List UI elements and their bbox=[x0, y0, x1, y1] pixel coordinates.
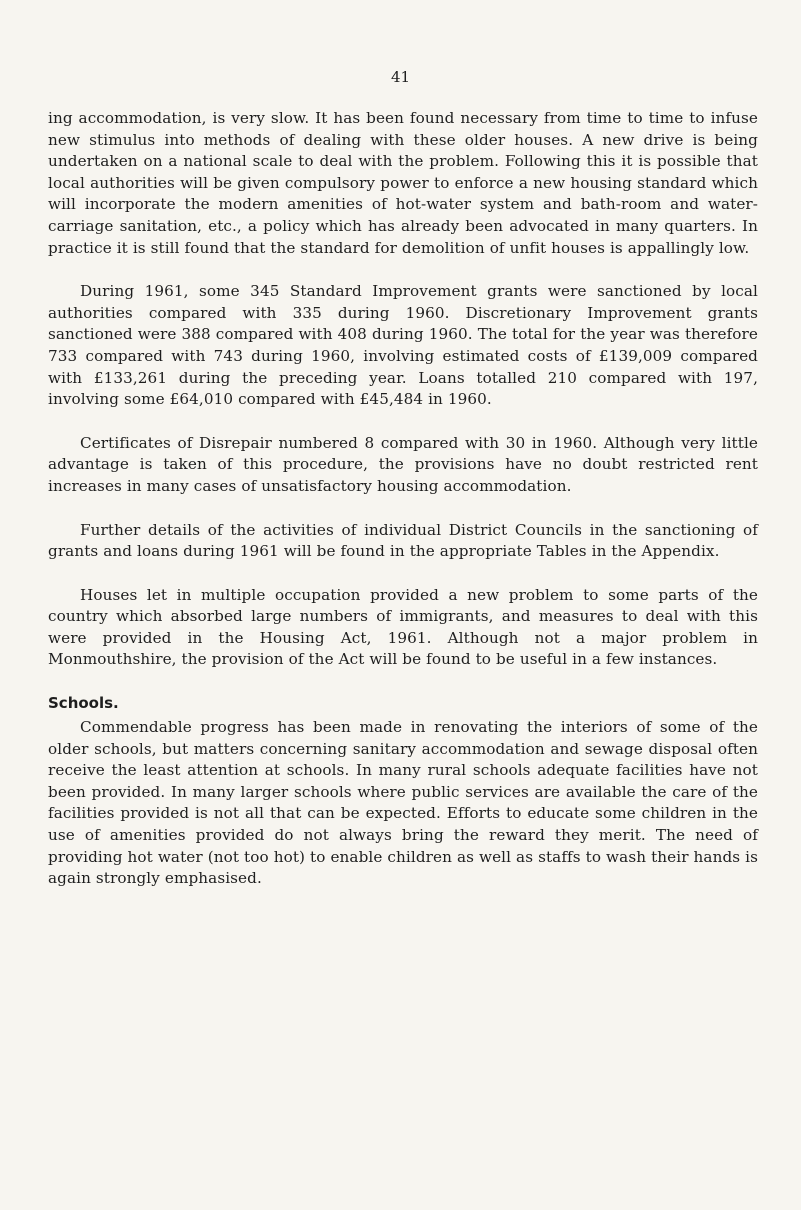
paragraph-improvement-grants: During 1961, some 345 Standard Improvement grants were sanctioned by local authorities compared with 335 during 1960. Discretionary Improvement grants sanctioned were 388 compared with 408 during 1960. The total for the year was therefore 733 compared with 743 during 1960, involving estimated costs of £139,009 compared with £133,261 during the preceding year. Loans totalled 210 compared with 197, involving some £64,010 compared with £45,484 in 1960. bbox=[48, 282, 758, 409]
paragraph-further-details: Further details of the activities of individual District Councils in the sanctioning of grants and loans during 1961 will be found in the appropriate Tables in the Appendix. bbox=[48, 520, 758, 561]
paragraph-multiple-occupation: Houses let in multiple occupation provided a new problem to some parts of the country which absorbed large numbers of immigrants, and measures to deal with this were provided in the Housing Act, 1961. Although not a major problem in Monmouthshire, the provision of the Act will be found to be useful in a few instances. bbox=[48, 585, 758, 669]
section-heading-schools: Schools. bbox=[48, 694, 119, 713]
paragraph-schools: Commendable progress has been made in renovating the interiors of some of the older schools, but matters concerning sanitary accommodation and sewage disposal often receive the least attention at schools. In many rural schools adequate facilities have not been provided. In many larger schools where public services are available the care of the facilities provided is not all that can be expected. Efforts to educate some children in the use of amenities provided do not always bring the reward they merit. The need of providing hot water (not too hot) to enable children as well as staffs to wash their hands is again strongly emphasised. bbox=[48, 718, 758, 888]
page-number: 41 bbox=[390, 68, 411, 86]
paragraph-housing-continuation: ing accommodation, is very slow. It has been found necessary from time to time to infuse new stimulus into methods of dealing with these older houses. A new drive is being undertaken on a national scale to deal with the problem. Following this it is possible that local authorities will be given compulsory power to enforce a new housing standard which will incorporate the modern amenities of hot-water system and bath-room and water-carriage sanitation, etc., a policy which has already been advocated in many quarters. In practice it is still found that the standard for demolition of unfit houses is appallingly low. bbox=[48, 109, 758, 257]
page-content bbox=[48, 108, 758, 912]
paragraph-certificates-of-disrepair: Certificates of Disrepair numbered 8 compared with 30 in 1960. Although very little advantage is taken of this procedure, the provisions have no doubt restricted rent increases in many cases of unsatisfactory housing accommodation. bbox=[48, 433, 758, 495]
